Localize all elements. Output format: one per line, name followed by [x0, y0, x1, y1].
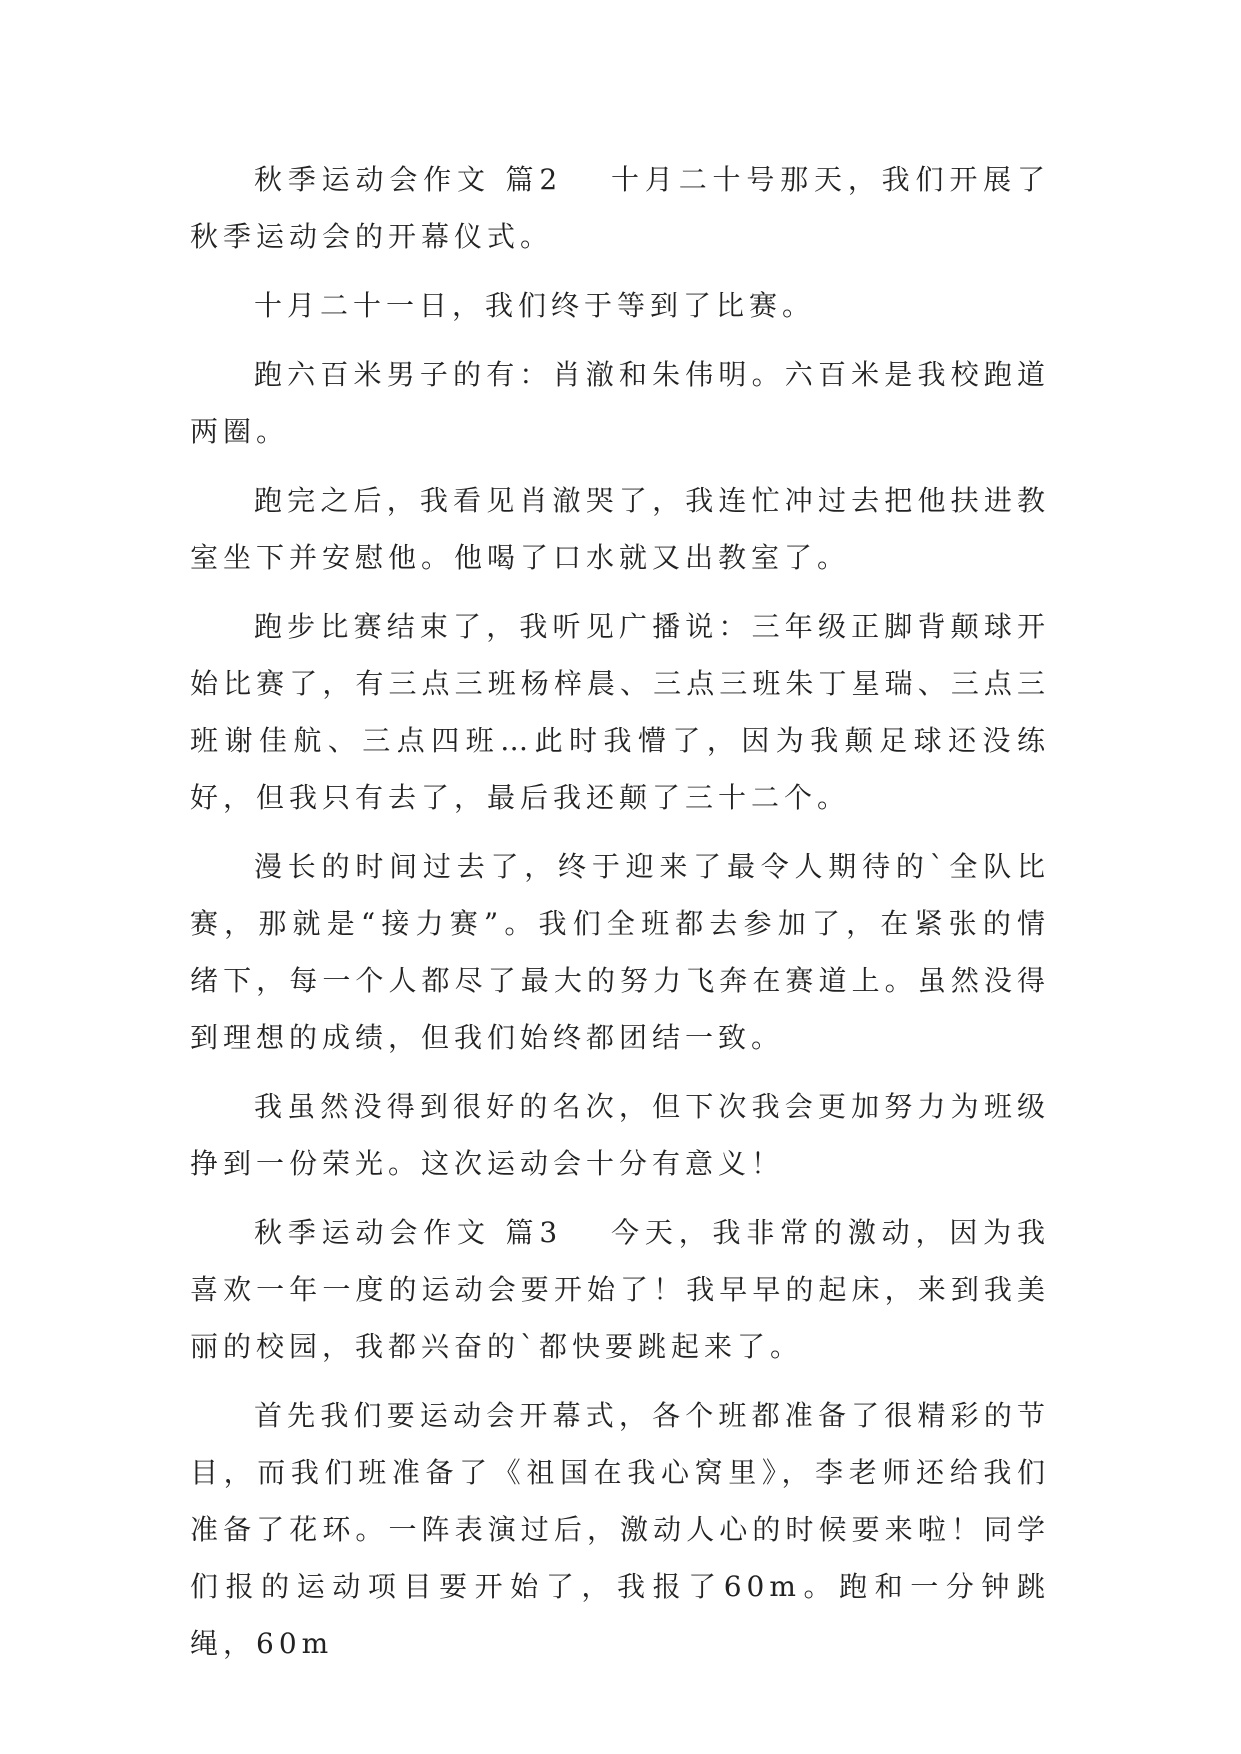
paragraph-3 [190, 346, 1050, 460]
paragraph-text: 跑六百米男子的有：肖澈和朱伟明。六百米是我校跑道两圈。 [190, 358, 1050, 448]
paragraph-9 [190, 1387, 1050, 1672]
paragraph-text: 今天，我非常的激动，因为我喜欢一年一度的运动会要开始了！我早早的起床，来到我美丽的校园，我都兴奋的`都快要跳起来了。 [190, 1216, 1050, 1363]
paragraph-text: 十月二十一日，我们终于等到了比赛。 [254, 289, 816, 322]
paragraph-2 [190, 277, 1050, 334]
paragraph-5 [190, 598, 1050, 826]
paragraph-text: 我虽然没得到很好的名次，但下次我会更加努力为班级挣到一份荣光。这次运动会十分有意义！ [190, 1090, 1050, 1180]
paragraph-text: 跑步比赛结束了，我听见广播说：三年级正脚背颠球开始比赛了，有三点三班杨梓晨、三点三班朱丁星瑞、三点三班谢佳航、三点四班…此时我懵了，因为我颠足球还没练好，但我只有去了，最后我还颠了三十二个。 [190, 610, 1050, 814]
paragraph-1 [190, 151, 1050, 265]
essay-body [190, 151, 1050, 1684]
paragraph-7 [190, 1078, 1050, 1192]
paragraph-text: 漫长的时间过去了，终于迎来了最令人期待的`全队比赛，那就是“接力赛”。我们全班都去参加了，在紧张的情绪下，每一个人都尽了最大的努力飞奔在赛道上。虽然没得到理想的成绩，但我们始终都团结一致。 [190, 850, 1050, 1054]
essay-heading: 秋季运动会作文 篇3 [254, 1216, 563, 1249]
paragraph-4 [190, 472, 1050, 586]
essay-heading: 秋季运动会作文 篇2 [254, 163, 563, 196]
paragraph-text: 十月二十号那天，我们开展了秋季运动会的开幕仪式。 [190, 163, 1050, 253]
paragraph-8 [190, 1204, 1050, 1375]
paragraph-6 [190, 838, 1050, 1066]
paragraph-text: 首先我们要运动会开幕式，各个班都准备了很精彩的节目，而我们班准备了《祖国在我心窝里》，李老师还给我们准备了花环。一阵表演过后，激动人心的时候要来啦！同学们报的运动项目要开始了，我报了60m。跑和一分钟跳绳，60m [190, 1399, 1050, 1660]
paragraph-text: 跑完之后，我看见肖澈哭了，我连忙冲过去把他扶进教室坐下并安慰他。他喝了口水就又出教室了。 [190, 484, 1050, 574]
